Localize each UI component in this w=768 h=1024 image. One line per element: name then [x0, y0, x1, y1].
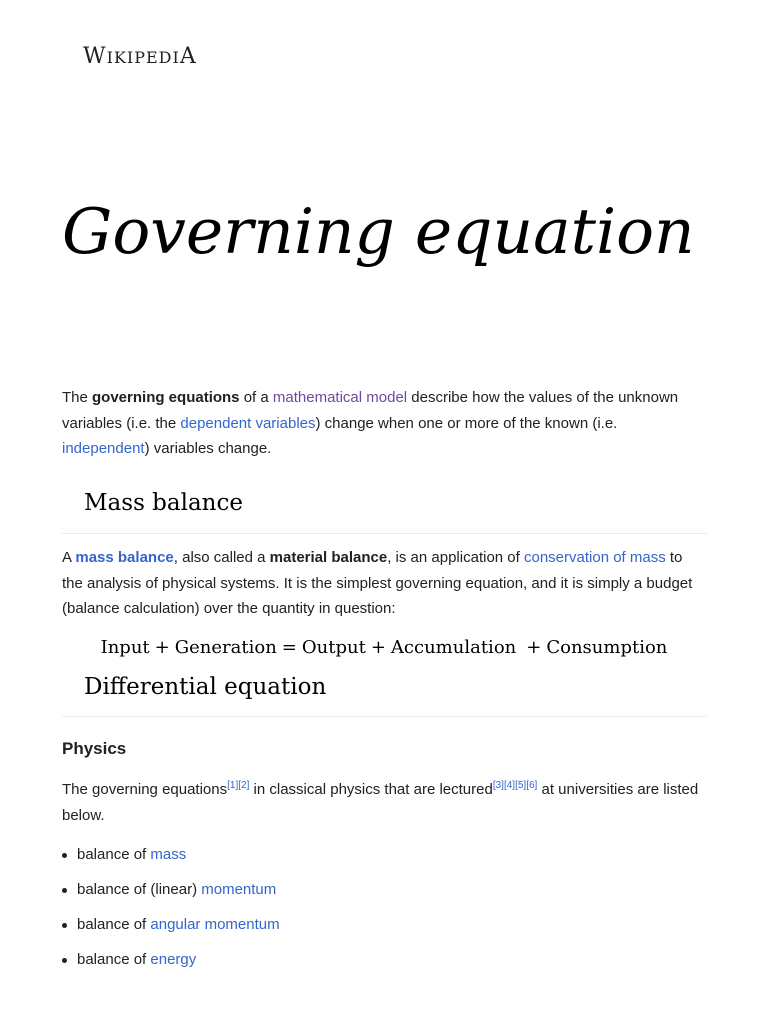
balance-list — [62, 842, 280, 982]
text: , also called a — [173, 549, 270, 566]
text: of a — [239, 389, 273, 406]
equation-operator-plus: + — [370, 637, 386, 658]
intro-paragraph — [62, 385, 707, 462]
link-conservation-of-mass[interactable]: conservation of mass — [523, 549, 666, 566]
text: to the analysis of physical systems. It is the simplest governing equation, and it is simply a budget (balance calculation) over the quantity in question: — [62, 549, 693, 617]
text: A — [62, 549, 76, 566]
citation-link[interactable]: [6] — [526, 780, 538, 791]
bullet-icon — [62, 923, 67, 928]
equation-operator-plus: + — [526, 637, 542, 658]
bold-link-text: mass balance — [75, 549, 174, 566]
text: The — [62, 389, 93, 406]
logo-letter-a: A — [179, 44, 197, 69]
link-mass[interactable]: mass — [150, 846, 187, 863]
citation-refs — [227, 780, 249, 791]
text: balance of — [77, 846, 151, 863]
equation-term-generation: Generation — [174, 637, 277, 658]
bullet-icon — [62, 853, 67, 858]
bold-term: governing equations — [92, 389, 240, 406]
mass-balance-equation — [0, 634, 768, 662]
link-angular-momentum[interactable]: angular momentum — [150, 916, 280, 933]
mass-balance-paragraph — [62, 545, 707, 622]
physics-paragraph — [62, 777, 707, 828]
section-heading-differential-equation[interactable]: Differential equation — [84, 674, 327, 700]
equation-term-output: Output — [301, 637, 366, 658]
link-mathematical-model[interactable]: mathematical model — [272, 389, 408, 406]
list-item — [62, 947, 280, 982]
text: balance of (linear) — [77, 881, 202, 898]
equation-term-consumption: Consumption — [546, 637, 668, 658]
text: describe how the values of the unknown variables (i.e. the — [62, 389, 679, 432]
list-item — [62, 877, 280, 912]
link-dependent-variables[interactable]: dependent variables — [180, 414, 316, 432]
citation-refs — [493, 780, 538, 791]
link-mass-balance[interactable] — [75, 549, 173, 566]
list-item — [62, 912, 280, 947]
citation-link[interactable]: [5] — [515, 780, 527, 791]
equation-operator-plus: + — [154, 637, 170, 658]
wikipedia-logo[interactable] — [83, 44, 197, 69]
citation-link[interactable]: [3] — [492, 780, 504, 791]
text: , is an application of — [387, 549, 524, 566]
bullet-icon — [62, 888, 67, 893]
text: at universities are listed below. — [62, 781, 699, 824]
logo-letters: IKIPEDI — [106, 48, 180, 67]
link-momentum[interactable]: momentum — [201, 881, 277, 898]
text: The governing equations — [62, 781, 228, 798]
subheading-physics: Physics — [62, 739, 127, 758]
citation-link[interactable]: [2] — [238, 780, 250, 791]
text: balance of — [77, 951, 151, 968]
link-energy[interactable]: energy — [150, 951, 197, 968]
link-independent[interactable]: independent — [62, 440, 145, 457]
text: ) variables change. — [144, 440, 272, 457]
bold-term: material balance — [269, 549, 388, 566]
section-heading-mass-balance[interactable]: Mass balance — [84, 490, 243, 516]
page-title: Governing equation — [62, 195, 695, 268]
bullet-icon — [62, 958, 67, 963]
text: in classical physics that are lectured — [249, 781, 493, 798]
equation-term-accumulation: Accumulation — [390, 637, 517, 658]
logo-letter-w: W — [83, 44, 107, 69]
section-divider — [62, 533, 707, 534]
citation-link[interactable]: [1] — [227, 780, 239, 791]
citation-link[interactable]: [4] — [503, 780, 516, 791]
equation-term-input: Input — [100, 637, 150, 658]
text: balance of — [77, 916, 151, 933]
list-item — [62, 842, 280, 877]
text: ) change when one or more of the known (i.e. — [315, 414, 618, 432]
section-divider — [62, 716, 707, 717]
equation-operator-equals: = — [281, 637, 297, 658]
